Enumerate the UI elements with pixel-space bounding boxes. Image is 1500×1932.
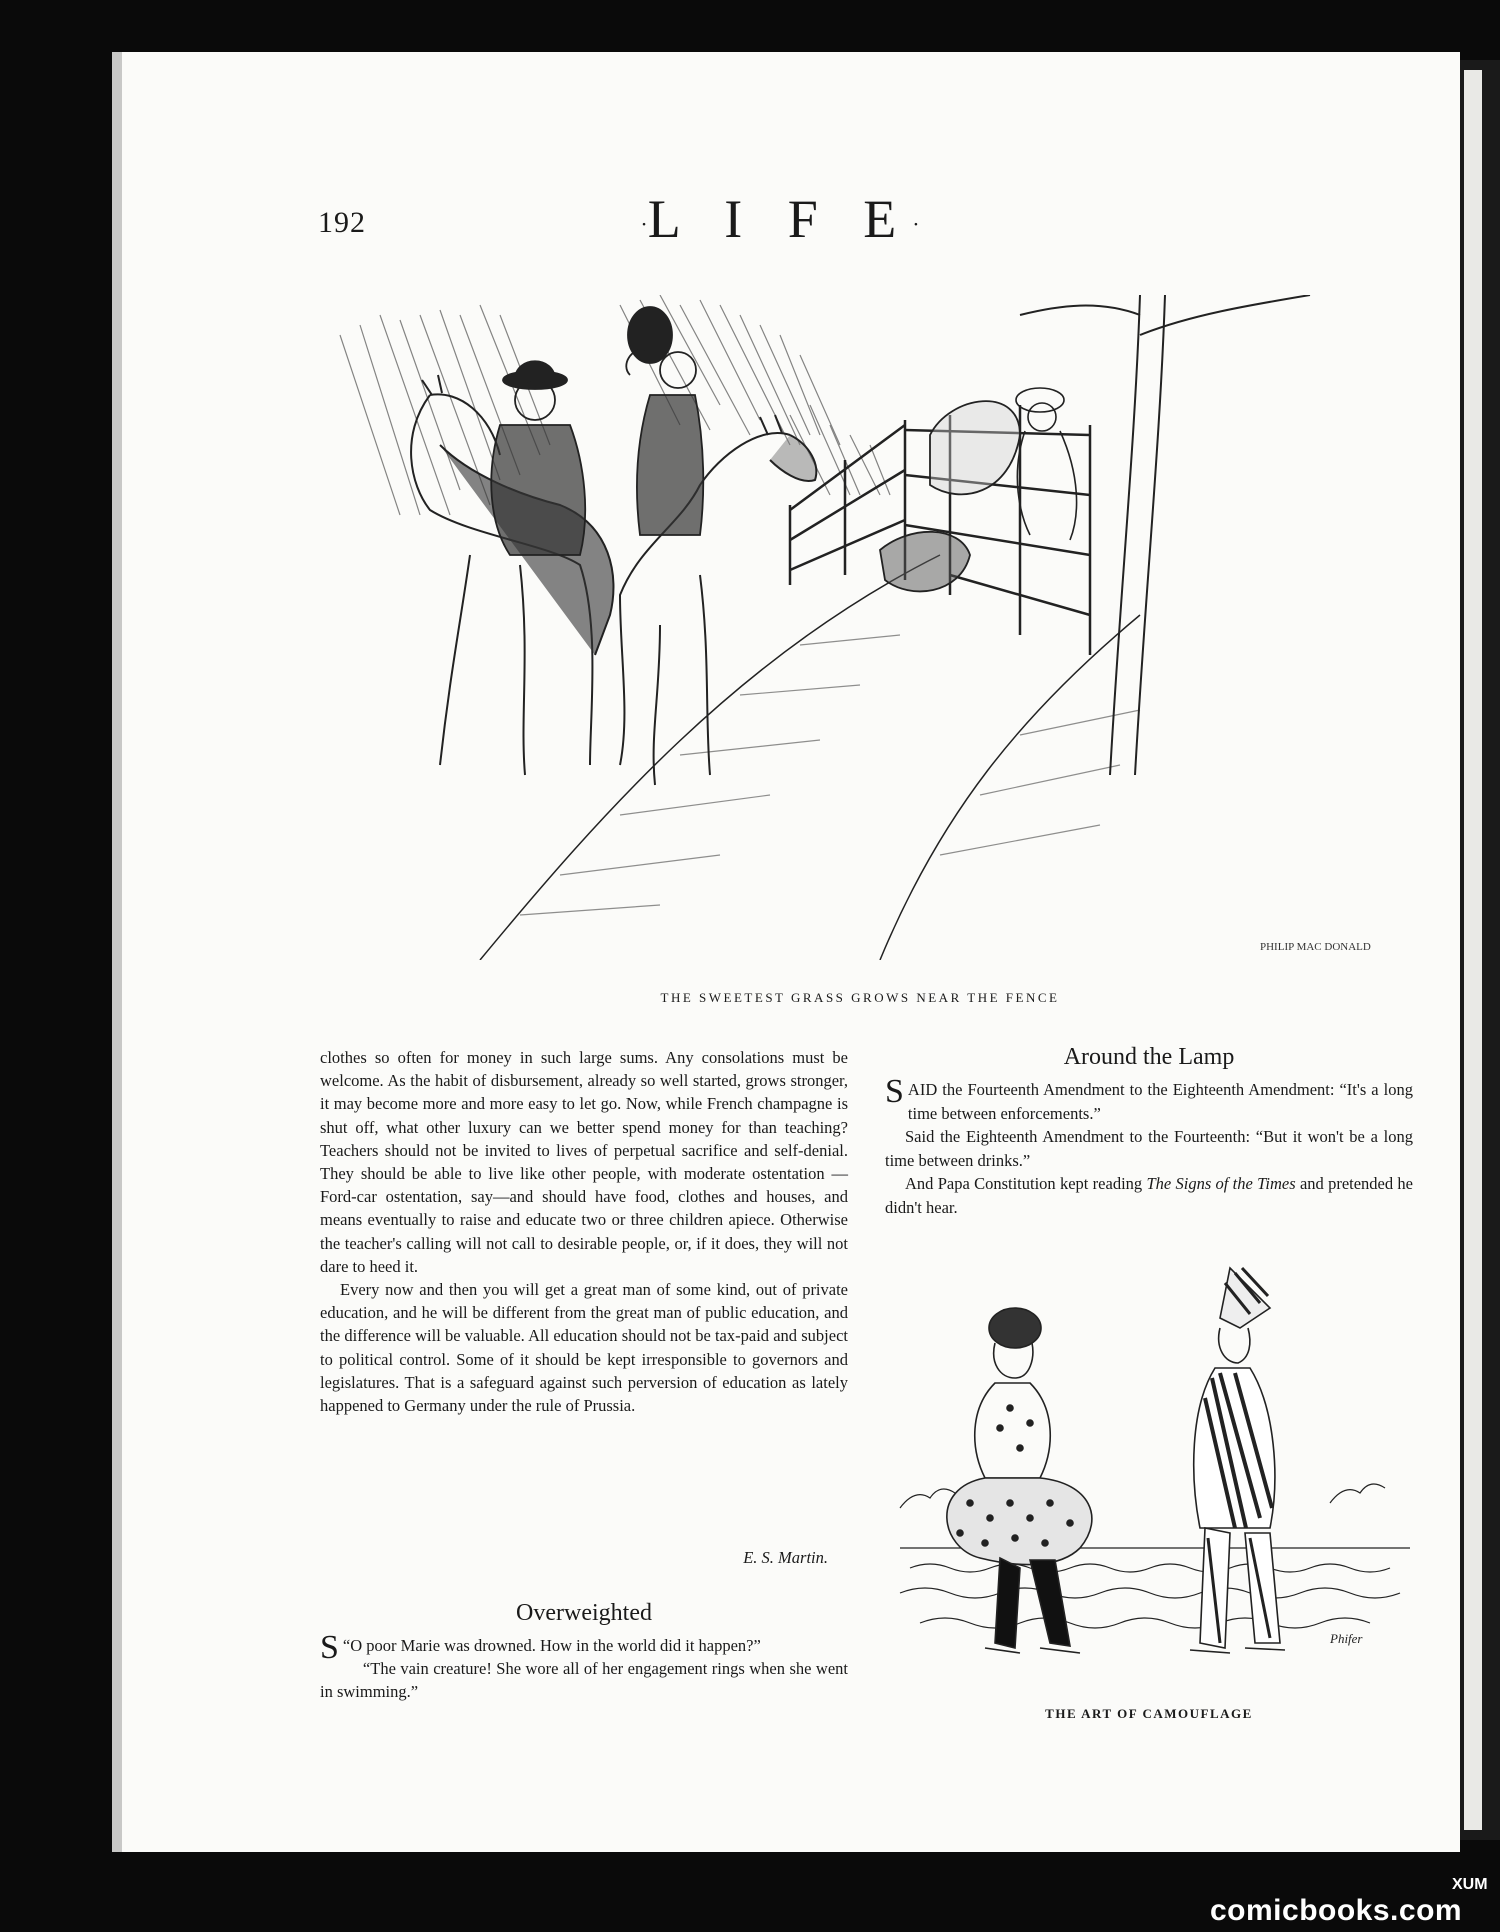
page-number: 192 (318, 206, 366, 239)
rider-right (626, 307, 703, 535)
bottom-illustration-caption: THE ART OF CAMOUFLAGE (1045, 1706, 1253, 1721)
overweighted-text (320, 1629, 848, 1703)
article-author: E. S. Martin. (743, 1548, 828, 1567)
left-bather (947, 1308, 1092, 1653)
overweighted-line-2: “The vain creature! She wore all of her engagement rings when she went in swimming.” (320, 1659, 848, 1701)
watermark-logo: comicbooks.com (1210, 1894, 1463, 1927)
overweighted-drop-cap: S (320, 1629, 339, 1666)
open-quote: “ (342, 1636, 351, 1655)
lamp-paragraph-3 (885, 1172, 1413, 1219)
lamp-paragraph-1 (885, 1073, 1413, 1125)
masthead-dot-right: · (912, 211, 920, 237)
right-bather (1190, 1268, 1285, 1653)
lamp-drop-cap: S (885, 1073, 904, 1110)
birch-tree (1020, 295, 1310, 775)
bottom-artist-signature: Phifer (1330, 1631, 1363, 1646)
overweighted-line-1-text: O poor Marie was drowned. How in the world did it happen?” (350, 1636, 761, 1655)
article-body (320, 1046, 848, 1417)
overweighted-line-1 (320, 1629, 848, 1666)
lamp-p3-after: and pretended he didn't hear. (885, 1174, 1413, 1217)
rider-left (491, 361, 585, 555)
masthead-dot-left: · (640, 211, 648, 237)
road (480, 555, 940, 960)
watermark-tag: XUM (1452, 1876, 1488, 1893)
around-the-lamp-heading: Around the Lamp (1063, 1044, 1235, 1070)
lamp-p3-italic: The Signs of the Times (1146, 1174, 1296, 1193)
article-paragraph: clothes so often for money in such large sums. Any consolations must be welcome. As the habit of disbursement, already so well started, grows stronger, it may become more and more easy to let go. Now, while French champagne is shut off, what other luxury can we better spend money for than teaching? Teachers should not be invited to lives of perpetual sacrifice and self-denial. They should be able to live like other people, with moderate ostentation —Ford-car ostentation, say—and should have food, clothes and houses, and means eventually to raise and educate two or three children apiece. Otherwise the teacher's calling will not call to desirable people, or, if it does, they will not dare to heed it. (320, 1048, 848, 1276)
gutter-shadow (112, 52, 122, 1852)
lamp-paragraph-2: Said the Eighteenth Amendment to the Fourteenth: “But it won't be a long time between drinks.” (885, 1127, 1413, 1170)
riders-near-fence-illustration (320, 295, 1400, 960)
art-of-camouflage-illustration (890, 1248, 1420, 1678)
masthead-title: L I F E (647, 189, 913, 249)
page-edge (1460, 60, 1500, 1840)
overweighted-heading: Overweighted (516, 1600, 652, 1626)
around-the-lamp-text (885, 1073, 1413, 1219)
lady-at-fence (1016, 388, 1077, 540)
top-illustration-caption: THE SWEETEST GRASS GROWS NEAR THE FENCE (660, 990, 1060, 1005)
lamp-paragraph-1-text: AID the Fourteenth Amendment to the Eighteenth Amendment: “It's a long time between enforcements.” (907, 1080, 1413, 1123)
page-edge-strip (1464, 70, 1482, 1830)
masthead (600, 188, 960, 250)
lamp-p3-before: And Papa Constitution kept reading (905, 1174, 1147, 1193)
top-artist-signature: PHILIP MAC DONALD (1260, 941, 1371, 953)
article-paragraph: Every now and then you will get a great man of some kind, out of private education, and he will be different from the great man of public education, and the difference will be valuable. All education should not be tax-paid and subject to political control. Some of it should be kept irresponsible to governors and legislatures. That is a safeguard against such perversion of education as lately happened to Germany under the rule of Prussia. (320, 1280, 848, 1416)
